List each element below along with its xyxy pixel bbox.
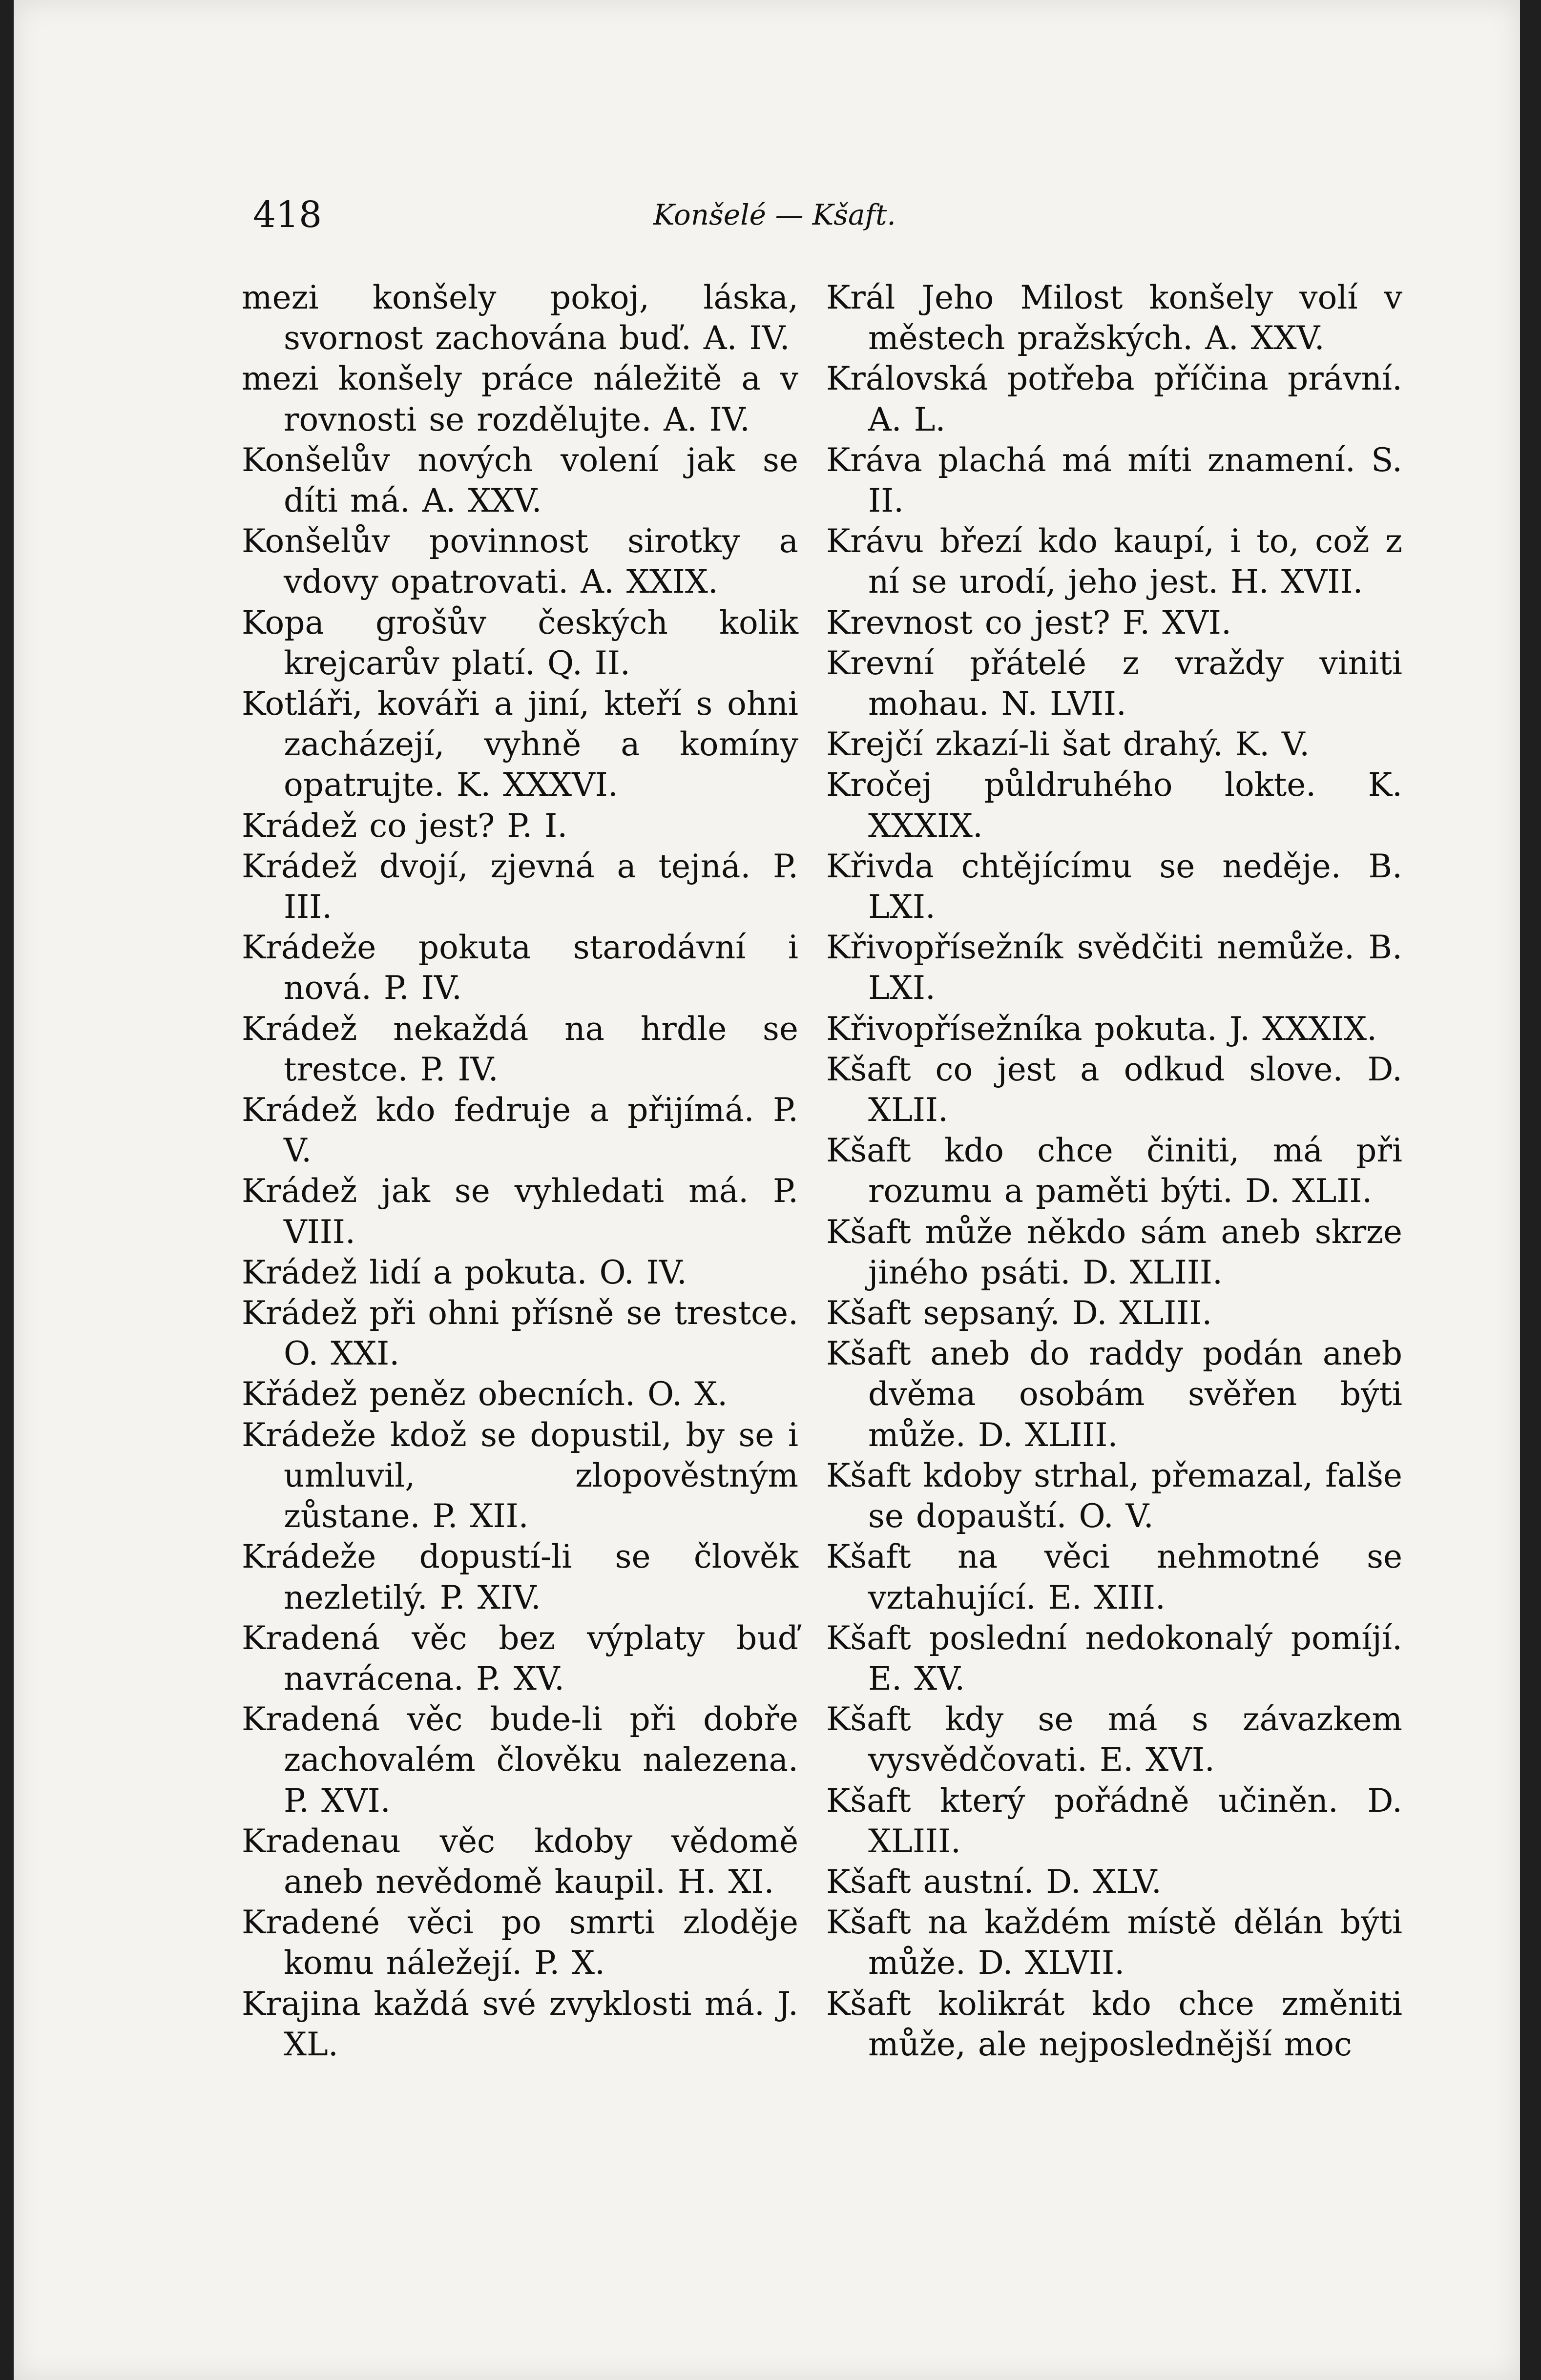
book-page bbox=[14, 0, 1520, 2380]
index-entry: Krádeže dopustí-li se člověk nezletilý. P. XIV. bbox=[242, 1538, 798, 1616]
index-entry: Kráva plachá má míti znamení. S. II. bbox=[826, 441, 1402, 520]
index-entry: Krádeže kdož se dopustil, by se i umluvil, zlopověstným zůstane. P. XII. bbox=[242, 1416, 798, 1535]
index-entry: Kšaft na každém místě dělán býti může. D. XLVII. bbox=[826, 1904, 1402, 1982]
index-entry: mezi konšely práce náležitě a v rovnosti se rozdělujte. A. IV. bbox=[242, 360, 798, 438]
index-entry: Křivopřísežníka pokuta. J. XXXIX. bbox=[826, 1010, 1377, 1048]
index-entry: Krejčí zkazí-li šat drahý. K. V. bbox=[826, 725, 1310, 764]
index-entry: Kšaft kolikrát kdo chce změniti může, ale nejposlednější moc bbox=[826, 1985, 1402, 2063]
index-entry: Krádež jak se vyhledati má. P. VIII. bbox=[242, 1172, 798, 1251]
index-entry: Krádež kdo fedruje a přijímá. P. V. bbox=[242, 1091, 798, 1170]
index-entry: Kopa grošův českých kolik krejcarův platí. Q. II. bbox=[242, 603, 798, 682]
index-entry: Kšaft austní. D. XLV. bbox=[826, 1863, 1162, 1901]
index-column-left bbox=[242, 277, 798, 2065]
index-entry: Křivda chtějícímu se neděje. B. LXI. bbox=[826, 847, 1402, 926]
index-entry: Krevní přátelé z vraždy viniti mohau. N. LVII. bbox=[826, 644, 1402, 723]
index-entry: Kradenau věc kdoby vědomě aneb nevědomě kaupil. H. XI. bbox=[242, 1822, 798, 1901]
index-entry: Křádež peněz obecních. O. X. bbox=[242, 1375, 728, 1413]
index-entry: Kradená věc bude-li při dobře zachovalém člověku nalezena. P. XVI. bbox=[242, 1700, 798, 1820]
page-number: 418 bbox=[253, 194, 322, 236]
index-entry: Král Jeho Milost konšely volí v městech pražských. A. XXV. bbox=[826, 279, 1402, 357]
index-entry: Krádež lidí a pokuta. O. IV. bbox=[242, 1253, 687, 1291]
index-entry: Krádež co jest? P. I. bbox=[242, 807, 568, 845]
index-entry: Kšaft kdy se má s závazkem vysvědčovati. E. XVI. bbox=[826, 1700, 1402, 1779]
index-entry: Kradené věci po smrti zloděje komu náležejí. P. X. bbox=[242, 1904, 798, 1982]
index-entry: Kšaft poslední nedokonalý pomíjí. E. XV. bbox=[826, 1619, 1402, 1697]
index-entry: Kšaft co jest a odkud slove. D. XLII. bbox=[826, 1050, 1402, 1129]
index-entry: Královská potřeba příčina právní. A. L. bbox=[826, 360, 1402, 438]
index-entry: Kročej půldruhého lokte. K. XXXIX. bbox=[826, 766, 1402, 845]
index-entry: Kšaft sepsaný. D. XLIII. bbox=[826, 1294, 1212, 1332]
index-entry: Konšelův nových volení jak se díti má. A. XXV. bbox=[242, 441, 798, 520]
index-entry: Kšaft aneb do raddy podán aneb dvěma osobám svěřen býti může. D. XLIII. bbox=[826, 1335, 1402, 1454]
index-entry: Krádež při ohni přísně se trestce. O. XXI. bbox=[242, 1294, 798, 1373]
index-entry: Konšelův povinnost sirotky a vdovy opatrovati. A. XXIX. bbox=[242, 522, 798, 601]
index-entry: Kotláři, kováři a jiní, kteří s ohni zacházejí, vyhně a komíny opatrujte. K. XXXVI. bbox=[242, 685, 798, 804]
running-head bbox=[14, 188, 1520, 242]
index-entry: Krádež nekaždá na hrdle se trestce. P. IV. bbox=[242, 1010, 798, 1088]
index-entry: Krevnost co jest? F. XVI. bbox=[826, 603, 1231, 642]
index-entry: Kšaft na věci nehmotné se vztahující. E. XIII. bbox=[826, 1538, 1402, 1616]
index-column-right bbox=[826, 277, 1402, 2065]
index-entry: Krádež dvojí, zjevná a tejná. P. III. bbox=[242, 847, 798, 926]
index-entry: Kšaft může někdo sám aneb skrze jiného psáti. D. XLIII. bbox=[826, 1213, 1402, 1291]
index-entry: Krávu březí kdo kaupí, i to, což z ní se urodí, jeho jest. H. XVII. bbox=[826, 522, 1402, 601]
index-entry: Kšaft kdoby strhal, přemazal, falše se dopauští. O. V. bbox=[826, 1456, 1402, 1535]
index-entry: Kšaft který pořádně učiněn. D. XLIII. bbox=[826, 1781, 1402, 1860]
running-title: Konšelé — Kšaft. bbox=[653, 198, 896, 231]
index-entry: Křivopřísežník svědčiti nemůže. B. LXI. bbox=[826, 929, 1402, 1007]
index-entry: mezi konšely pokoj, láska, svornost zachována buď. A. IV. bbox=[242, 279, 798, 357]
index-entry: Krajina každá své zvyklosti má. J. XL. bbox=[242, 1985, 798, 2063]
index-entry: Krádeže pokuta starodávní i nová. P. IV. bbox=[242, 929, 798, 1007]
index-entry: Kradená věc bez výplaty buď navrácena. P. XV. bbox=[242, 1619, 798, 1697]
index-entry: Kšaft kdo chce činiti, má při rozumu a paměti býti. D. XLII. bbox=[826, 1132, 1402, 1210]
